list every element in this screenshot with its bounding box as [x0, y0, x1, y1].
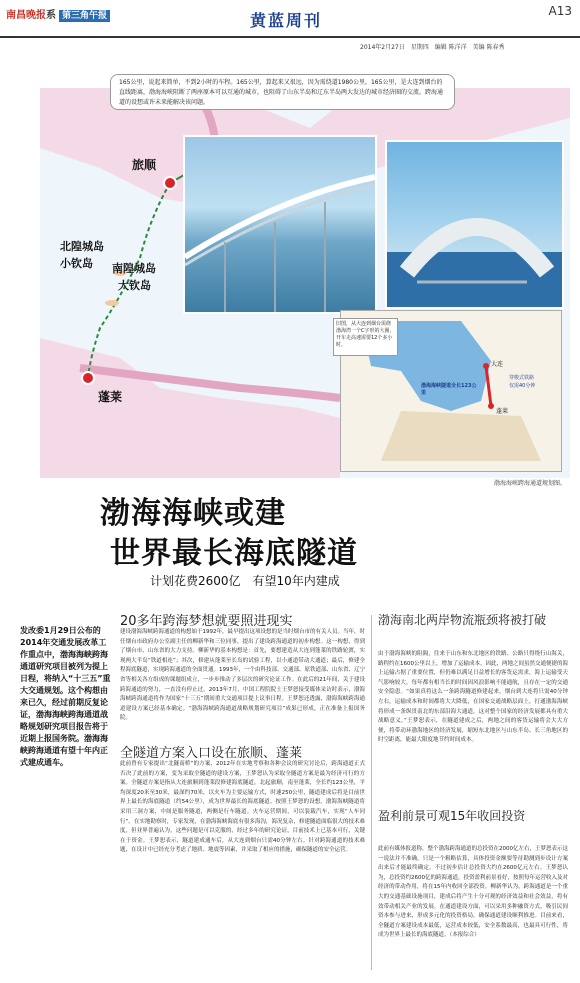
dateline: 2014年2月27日 星期四 编辑 陈洋洋 美编 陈春秀 [360, 44, 505, 51]
city-label-xiaoqin: 小钦岛 [60, 257, 93, 270]
city-label-nanhuangcheng: 南隍城岛 [112, 262, 156, 275]
penglai-dot [82, 372, 94, 384]
section-body-4: 此前有媒体报道称，整个渤海跨海通道的总投资在2000亿左右，王梦恕表示这一说法并不准确，只是一个粗略估算，具体投资金额要等待勘测到步设计方案出来后才能最终确定，不过初步估计总投资大约在2600亿元左右。王梦恕认为，总投资约2600亿的跨海通道，投资盈利前景看好，按照每年运营收入及对经济的带动作用，将在15年内收回全部投资。柳新华认为，跨海通道是一个重大的交通基础设施项目，建成后将产生十分可观的经济效益和社会效益，将有效带动相关产业的发展。在通道建设方面，可以采用多种融资方式，吸引民间资本参与进来，形成多元化的投资格局，确保通道建设顺利推进。目前来看，全隧道方案建设成本最低，运营成本较低，安全系数最高，也最具可行性，将成为世界上最长的海底隧道。（本报综合） [378, 846, 568, 939]
section-heading-2: 全隧道方案入口设在旅顺、蓬莱 [120, 746, 303, 761]
logo-text: 南昌晚报 [6, 10, 46, 21]
inset-label-railway: 穿梭式铁路 [509, 375, 535, 381]
logo-tag: 第三角午报 [59, 10, 110, 22]
page-header [0, 0, 580, 38]
section-body-2: 此前曾有专家提出“北隧南桥”的方案，2012年在实地考察和各种会议的研究讨论后，跨海通道正式否决了此前的方案，变为采取全隧道的建设方案，王梦恕认为采取全隧道方案是最为经济可行的方案。全隧道方案是指从大连旅顺到蓬莱段修建海底隧道，北起旅顺，南至蓬莱，全长约123公里，平均深度20米至30米，最深约70米，以火车为主要运输方式，时速250公里，隧道建成后将是目前世界上最长的海底隧道（约54公里），成为世界最长的海底隧道。按照王梦恕的设想，渤海海峡隧道将采用三洞方案，中间是服务隧道，两侧是行车隧道。火车运营期间，可以装载汽车，实现“人车同行”。在实地勘察时，专家发现，在渤海海峡海底有很多海沟，海况复杂，修建隧道面临很大的技术难度，但业界普遍认为，这些问题是可以克服的，经过多年的研究论证，目前技术上已基本可行，关键在于资金。王梦恕表示，隧道建成通车后，从大连到烟台只需40分钟左右。针对跨海通道的技术难题，在设计中已经充分考虑了地质、地震等因素，并采取了相应的措施，确保隧道的安全运营。 [120, 761, 365, 854]
page-number: A13 [548, 4, 572, 18]
section-heading-1: 20多年跨海梦想就要照进现实 [120, 614, 293, 629]
column-divider [371, 615, 372, 970]
section-title: 黄蓝周刊 [250, 11, 323, 30]
logo-suffix: 系 [46, 10, 56, 21]
city-label-lushun: 旅顺 [132, 158, 157, 172]
subheadline: 计划花费2600亿 有望10年内建成 [150, 574, 340, 588]
inset-label-tunnel: 渤海海峡隧道全长123公里 [421, 383, 477, 396]
newspaper-logo [6, 6, 110, 21]
inset-label-penglai: 蓬莱 [496, 408, 509, 415]
headline-line2: 世界最长海底隧道 [110, 536, 358, 571]
tunnel-photo [385, 140, 564, 309]
city-label-daqin: 大钦岛 [118, 279, 151, 292]
map-caption: 渤海海峡跨海通道规划图。 [493, 480, 566, 487]
bridge-photo [183, 135, 377, 314]
headline-line1: 渤海海峡或建 [100, 496, 286, 531]
city-label-beihuangcheng: 北隍城岛 [60, 240, 104, 253]
lushun-dot [164, 177, 176, 189]
inset-label-time: 仅需40分钟 [509, 383, 536, 389]
lead-paragraph: 发改委1月29日公布的2014年交通发展改革工作重点中，渤海海峡跨海通道研究项目被列为提上日程，将纳入“十三五”重大交通规划。这个构想由来已久，经过前期反复论证，渤海海峡跨海通道战略规划研究项目报告将于近期上报国务院。渤海海峡跨海通道有望十年内正式建成通车。 [20, 626, 111, 767]
inset-note: 旧图，从大连到烟台需绕渤海湾一个C字形的大圈，开车走高速需要12个多小时。 [333, 318, 398, 356]
section-body-1: 建设渤海海峡跨海通道的构想始于1992年，最早提出这项设想的是当时烟台市的有关人员。当年，时任烟台市政府办公室副主任的柳新华和三位同事，提出了建设跨海通道的初步构想。这一构想，得到了烟台市、山东省的大力支持。柳新华的基本构想是：首先，要想建造从大连到蓬莱的铁路轮渡，实现两大半岛“铁道相连”；其次，修建从蓬莱至长岛的试验工程，以小通道带动大通道；最后，修建全程海底隧道，实现跨海通道的全面贯通。1993年，一个由科技部、交通部、原铁道部、山东省、辽宁省等相关各方组成的课题组成立，一步步推动了多层次的研究论证工作。在此后的21年间，关于建设跨海通道的努力，一直没有停止过。2013年7月，中国工程院院士王梦恕接受媒体采访时表示，渤海海峡跨海通道将作为国家“十三五”期间重大交通项目提上议事日程。王梦恕还透露，渤海海峡跨海通道建设方案已经基本确定。“渤海海峡跨海通道战略规划研究项目”成果已形成，正在准备上报国务院。 [120, 629, 365, 722]
inset-label-dalian: 大连 [491, 361, 504, 368]
section-heading-3: 渤海南北两岸物流瓶颈将被打破 [378, 613, 547, 627]
section-body-3: 由于渤海海峡的阻隔，往来于山东和东北地区的铁路、公路只得绕行山海关，路程约在1600公里以上，增加了运输成本。因此，两地之间虽然交通便捷的海上运输占据了重要位置，但仍难以满足日益增长的客货运需求，海上运输受天气影响较大，每年都有相当长的时间因风浪影响不能通航，且存在一定的交通安全隐患。“如果真将这么一条跨海隧道修建起来，烟台到大连将只需40分钟左右，运输成本和时间都将大大降低，在国家交通战略层面上，打通渤海海峡将形成一条纵贯南北的东部沿海大通道，这对整个国家的经济发展都具有重大战略意义。”王梦恕表示，在隧道建成之后，两地之间的客货运输将会大大方便，将带动环渤海地区的经济发展，缩短东北地区与山东半岛、长三角地区的时空距离，能最大限度地节约时间成本。 [378, 651, 568, 744]
intro-box: 165公里，说起来简单，不到2小时的车程。165公里，算起来又很远，因为需绕道1980公里，165公里，是大连到烟台的直线距离，渤海海峡阻断了两座原本可以互通的城市，也阻碍了山东半岛和辽东半岛两大发达的城市经济圈的交流。跨海通道的设想或许未来能解决该问题。 [110, 74, 455, 110]
section-heading-4: 盈利前景可观15年收回投资 [378, 809, 526, 823]
city-label-penglai: 蓬莱 [98, 390, 123, 404]
